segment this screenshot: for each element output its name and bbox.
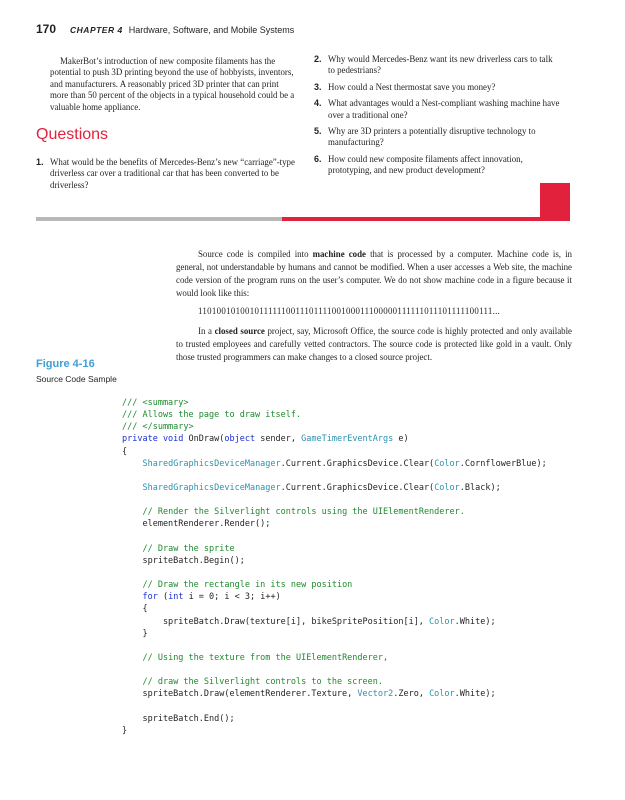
question-text: How could a Nest thermostat save you money?	[328, 81, 496, 92]
question-text: What would be the benefits of Mercedes-Benz’s new “carriage”-type driverless car over a traditional car that has been converted to be driverless?	[50, 157, 295, 190]
question-item	[314, 126, 560, 149]
code-token: object	[224, 434, 256, 445]
code-token: sender,	[255, 434, 302, 445]
code-token: Color	[429, 689, 455, 700]
code-token: // Render the Silverlight controls using the UIElementRenderer.	[142, 507, 465, 518]
code-line	[122, 494, 547, 506]
code-line	[122, 482, 547, 494]
code-token: // Draw the rectangle in its new position	[142, 580, 353, 591]
code-line	[122, 652, 547, 664]
running-header	[36, 22, 294, 36]
code-token: private void	[122, 434, 189, 445]
code-token: {	[122, 604, 148, 615]
code-token: .CornflowerBlue);	[459, 458, 547, 469]
code-line	[122, 446, 547, 458]
divider-gray-bar	[36, 217, 282, 221]
code-token: for	[142, 592, 158, 603]
questions-left-column	[36, 157, 298, 191]
code-line	[122, 701, 547, 713]
code-token: .White);	[454, 689, 496, 700]
question-item	[314, 81, 560, 93]
code-token: spriteBatch.Draw(elementRenderer.Texture,	[122, 689, 358, 700]
code-line	[122, 616, 547, 628]
code-token: spriteBatch.Draw(texture[i], bikeSpritePosition[i],	[122, 616, 430, 627]
question-number: 4.	[314, 98, 322, 109]
code-line	[122, 713, 547, 725]
code-token: GameTimerEventArgs	[301, 434, 394, 445]
code-token: // Draw the sprite	[142, 543, 235, 554]
chapter-title: Hardware, Software, and Mobile Systems	[128, 25, 295, 35]
code-token	[122, 483, 142, 493]
questions-right-column	[314, 54, 560, 182]
question-item	[314, 54, 560, 77]
chapter-label: CHAPTER 4	[70, 25, 123, 35]
code-line	[122, 688, 547, 700]
code-token: elementRenderer.Render();	[122, 519, 271, 530]
code-line	[122, 531, 547, 543]
question-text: Why are 3D printers a potentially disruptive technology to manufacturing?	[328, 126, 536, 148]
code-token: SharedGraphicsDeviceManager	[142, 458, 281, 469]
code-token: OnDraw(	[188, 434, 225, 445]
question-number: 1.	[36, 157, 44, 167]
body-text	[176, 248, 572, 364]
code-line	[122, 506, 547, 518]
question-item	[314, 153, 560, 177]
question-number: 5.	[314, 126, 322, 137]
code-token: spriteBatch.End();	[122, 713, 235, 724]
code-token: Color	[434, 482, 460, 493]
code-line	[122, 470, 547, 482]
binary-sample: 1101001010010111111001110111100100011100000111111011101111100111...	[198, 306, 501, 316]
code-token	[122, 592, 142, 602]
figure-label: Figure 4-16	[36, 358, 95, 370]
code-token: /// </summary>	[122, 422, 194, 433]
code-line	[122, 591, 547, 603]
question-item	[314, 98, 560, 121]
code-line	[122, 567, 547, 579]
code-token: Color	[434, 458, 460, 469]
code-token	[122, 677, 142, 687]
code-line	[122, 676, 547, 688]
code-token	[122, 653, 142, 663]
code-token: i = 0; i < 3; i++)	[183, 592, 281, 603]
code-token: .Current.GraphicsDevice.Clear(	[280, 458, 435, 469]
question-text: Why would Mercedes-Benz want its new driverless cars to talk to pedestrians?	[328, 54, 553, 76]
code-token: }	[122, 725, 128, 736]
term-machine-code: machine code	[312, 249, 366, 259]
code-line	[122, 409, 547, 421]
code-token: // draw the Silverlight controls to the screen.	[142, 677, 384, 688]
source-code-sample	[122, 397, 547, 737]
code-line	[122, 458, 547, 470]
figure-caption: Source Code Sample	[36, 374, 117, 384]
question-number: 2.	[314, 54, 322, 64]
intro-paragraph: MakerBot’s introduction of new composite filaments has the potential to push 3D printing beyond the use of hobbyists, inventors, and manufacturers. A reasonably priced 3D printer that can print more than 50 percent of the objects in a typical household could be a valuable home appliance.	[50, 56, 295, 112]
question-text: How could new composite filaments affect innovation, prototyping, and new product development?	[328, 153, 523, 176]
code-token: (	[157, 592, 169, 603]
code-token: {	[122, 446, 128, 457]
questions-heading: Questions	[36, 126, 109, 143]
code-line	[122, 555, 547, 567]
code-token: /// <summary>	[122, 398, 189, 408]
term-closed-source: closed source	[214, 326, 265, 336]
code-token: .Black);	[459, 482, 501, 493]
code-token: Color	[429, 616, 455, 627]
code-line	[122, 579, 547, 591]
question-text: What advantages would a Nest-compliant washing machine have over a traditional one?	[328, 98, 560, 120]
question-item	[36, 157, 298, 191]
red-corner-block	[540, 183, 570, 221]
page-number: 170	[36, 22, 57, 36]
code-token: /// Allows the page to draw itself.	[122, 410, 302, 421]
code-line	[122, 628, 547, 640]
question-number: 3.	[314, 81, 322, 92]
code-token	[122, 459, 142, 469]
code-token	[122, 544, 142, 554]
question-number: 6.	[314, 153, 322, 164]
code-line	[122, 397, 547, 409]
code-token	[122, 580, 142, 590]
code-line	[122, 603, 547, 615]
code-token: .Zero,	[393, 689, 430, 700]
divider-red-bar	[282, 217, 540, 221]
code-line	[122, 518, 547, 530]
code-token: Vector2	[357, 689, 394, 700]
code-line	[122, 640, 547, 652]
code-token: // Using the texture from the UIElementRenderer,	[142, 652, 389, 663]
code-line	[122, 725, 547, 737]
code-line	[122, 543, 547, 555]
code-token: }	[122, 628, 148, 639]
code-line	[122, 433, 547, 445]
code-token: SharedGraphicsDeviceManager	[142, 482, 281, 493]
code-token	[122, 507, 142, 517]
code-line	[122, 664, 547, 676]
paragraph-machine-code: Source code is compiled into machine code that is processed by a computer. Machine code is, in general, not understandable by humans and cannot be modified. When a user accesses a Web site, the machine code version of the program runs on the user’s computer. We do not show machine code in a figure because it would look like this:	[176, 249, 572, 298]
code-line	[122, 421, 547, 433]
code-token: spriteBatch.Begin();	[122, 555, 245, 566]
code-token: .Current.GraphicsDevice.Clear(	[280, 482, 435, 493]
code-token: .White);	[454, 616, 496, 627]
paragraph-closed-source: In a closed source project, say, Microsoft Office, the source code is highly protected and only available to trusted employees and carefully vetted contractors. The source code is protected like gold in a vault. Only those trusted programmers can make changes to a closed source project.	[176, 326, 572, 362]
code-token: int	[168, 592, 184, 603]
code-token: e)	[393, 434, 409, 445]
